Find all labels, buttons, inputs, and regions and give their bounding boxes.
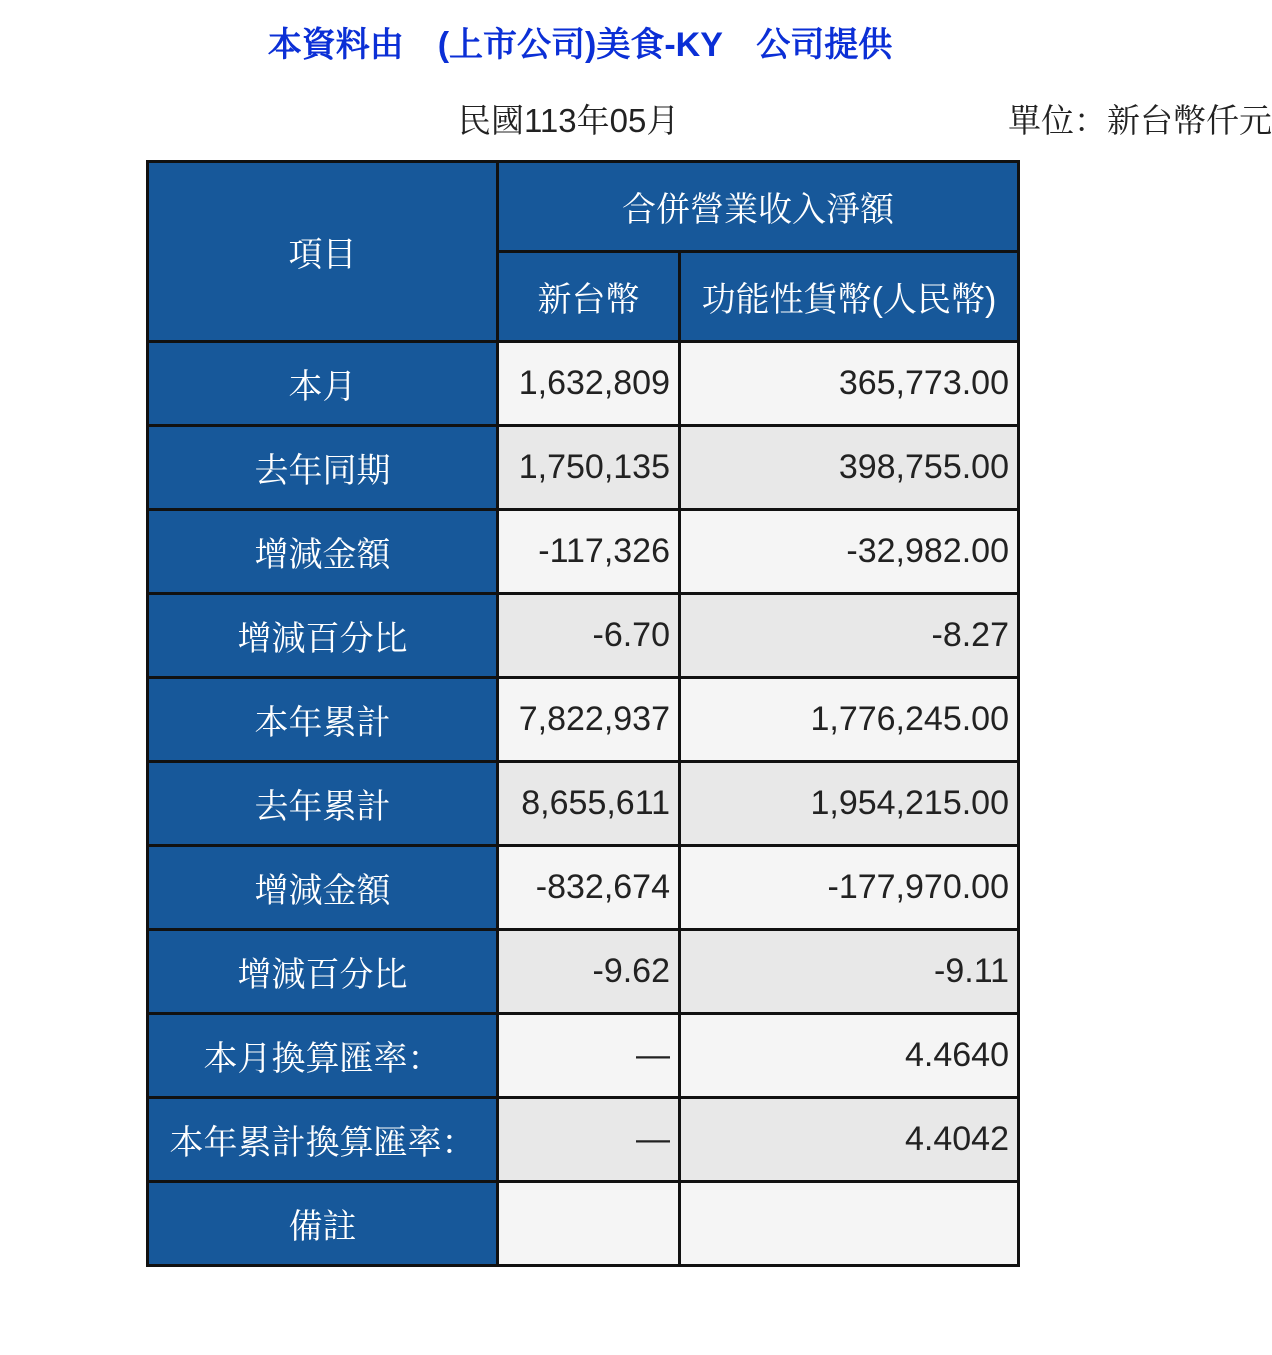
table-row: [148, 426, 1019, 510]
functional-value: -32,982.00: [680, 510, 1019, 594]
twd-value: 1,750,135: [498, 426, 680, 510]
row-label: 增減金額: [148, 510, 498, 594]
row-label: 本月換算匯率：: [148, 1014, 498, 1098]
row-label: 增減百分比: [148, 594, 498, 678]
twd-value: —: [498, 1098, 680, 1182]
row-label: 備註: [148, 1182, 498, 1266]
row-label: 本月: [148, 342, 498, 426]
twd-value: 8,655,611: [498, 762, 680, 846]
row-label: 去年累計: [148, 762, 498, 846]
twd-value: -117,326: [498, 510, 680, 594]
table-row: [148, 594, 1019, 678]
row-label: 去年同期: [148, 426, 498, 510]
revenue-group-header: 合併營業收入淨額: [498, 162, 1019, 252]
twd-value: -832,674: [498, 846, 680, 930]
twd-value: -6.70: [498, 594, 680, 678]
functional-value: -8.27: [680, 594, 1019, 678]
table-row: [148, 846, 1019, 930]
revenue-table: [146, 160, 1020, 1267]
functional-value: -177,970.00: [680, 846, 1019, 930]
twd-value: 7,822,937: [498, 678, 680, 762]
row-label: 增減金額: [148, 846, 498, 930]
twd-value: -9.62: [498, 930, 680, 1014]
report-title: 本資料由 (上市公司)美食-KY 公司提供: [267, 26, 893, 64]
functional-value: [680, 1182, 1019, 1266]
row-label: 本年累計換算匯率：: [148, 1098, 498, 1182]
row-label: 本年累計: [148, 678, 498, 762]
functional-value: 398,755.00: [680, 426, 1019, 510]
table-row: [148, 762, 1019, 846]
functional-value: 1,954,215.00: [680, 762, 1019, 846]
functional-currency-column-header: 功能性貨幣(人民幣): [680, 252, 1019, 342]
table-row: [148, 930, 1019, 1014]
twd-value: —: [498, 1014, 680, 1098]
report-unit: 單位：新台幣仟元: [1008, 102, 1272, 139]
twd-value: [498, 1182, 680, 1266]
functional-value: 4.4640: [680, 1014, 1019, 1098]
twd-value: 1,632,809: [498, 342, 680, 426]
functional-value: 365,773.00: [680, 342, 1019, 426]
table-row: [148, 510, 1019, 594]
item-header: 項目: [148, 162, 498, 342]
table-row: [148, 1182, 1019, 1266]
functional-value: -9.11: [680, 930, 1019, 1014]
twd-column-header: 新台幣: [498, 252, 680, 342]
report-period: 民國113年05月: [458, 102, 680, 139]
functional-value: 1,776,245.00: [680, 678, 1019, 762]
table-row: [148, 1098, 1019, 1182]
row-label: 增減百分比: [148, 930, 498, 1014]
table-row: [148, 342, 1019, 426]
table-row: [148, 678, 1019, 762]
functional-value: 4.4042: [680, 1098, 1019, 1182]
table-row: [148, 1014, 1019, 1098]
